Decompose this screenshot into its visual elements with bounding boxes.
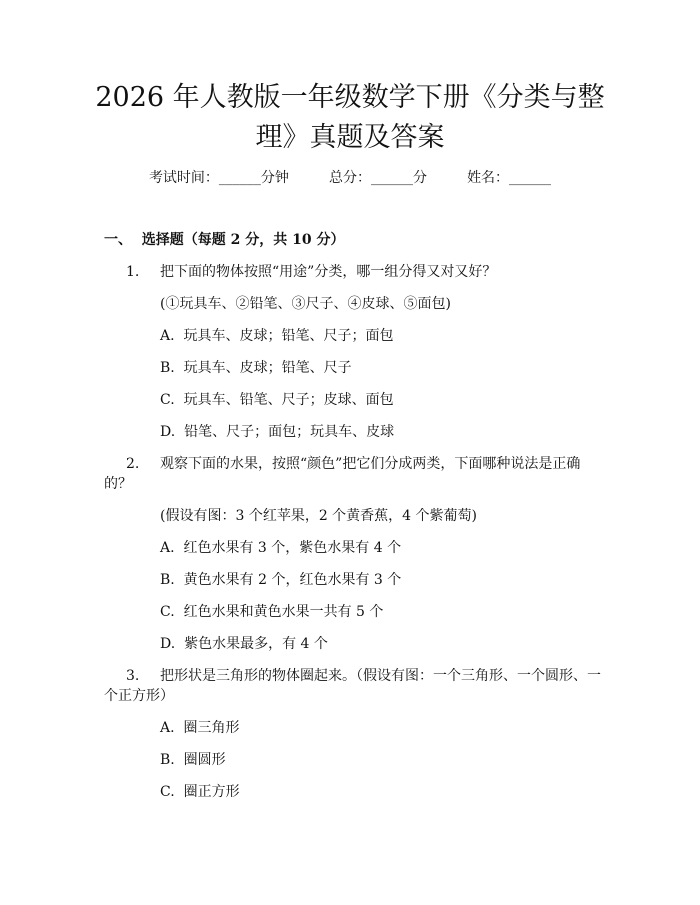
q3-text-continued: 个正方形） [104, 688, 174, 704]
title-line-2: 理》真题及答案 [255, 122, 445, 153]
q2-option-a: A. 红色水果有 3 个，紫色水果有 4 个 [160, 540, 402, 556]
exam-meta [0, 167, 700, 189]
q1-option-b: B. 玩具车、皮球；铅笔、尺子 [160, 360, 352, 376]
q1-option-d: D. 铅笔、尺子；面包；玩具车、皮球 [160, 424, 395, 440]
exam-score: 总分：______分 [329, 170, 427, 186]
document-title [90, 78, 610, 158]
q1-text: 把下面的物体按照“用途”分类，哪一组分得又对又好？ [160, 264, 497, 280]
q2-text-continued: 的？ [104, 476, 132, 492]
title-line-1: 2026 年人教版一年级数学下册《分类与整 [95, 82, 605, 113]
q2-option-b: B. 黄色水果有 2 个，红色水果有 3 个 [160, 572, 402, 588]
q2-note: (假设有图：3 个红苹果，2 个黄香蕉，4 个紫葡萄) [160, 508, 477, 524]
q3-option-c: C. 圈正方形 [160, 784, 240, 800]
q2-number: 2. [126, 456, 140, 472]
q1-option-a: A. 玩具车、皮球；铅笔、尺子；面包 [160, 328, 394, 344]
section-heading: 一、 选择题（每题 2 分，共 10 分） [104, 232, 345, 248]
exam-time: 考试时间：______分钟 [148, 170, 289, 186]
q3-option-b: B. 圈圆形 [160, 752, 226, 768]
q3-number: 3. [126, 668, 140, 684]
q3-option-a: A. 圈三角形 [160, 720, 240, 736]
exam-name: 姓名：______ [467, 170, 552, 186]
q2-option-d: D. 紫色水果最多，有 4 个 [160, 636, 328, 652]
q1-note: (①玩具车、②铅笔、③尺子、④皮球、⑤面包) [160, 296, 451, 312]
q2-text: 观察下面的水果，按照“颜色”把它们分成两类，下面哪种说法是正确 [160, 456, 581, 472]
q2-option-c: C. 红色水果和黄色水果一共有 5 个 [160, 604, 384, 620]
q1-option-c: C. 玩具车、铅笔、尺子；皮球、面包 [160, 392, 394, 408]
q3-text: 把形状是三角形的物体圈起来。（假设有图：一个三角形、一个圆形、一 [160, 668, 601, 684]
q1-number: 1. [126, 264, 140, 280]
